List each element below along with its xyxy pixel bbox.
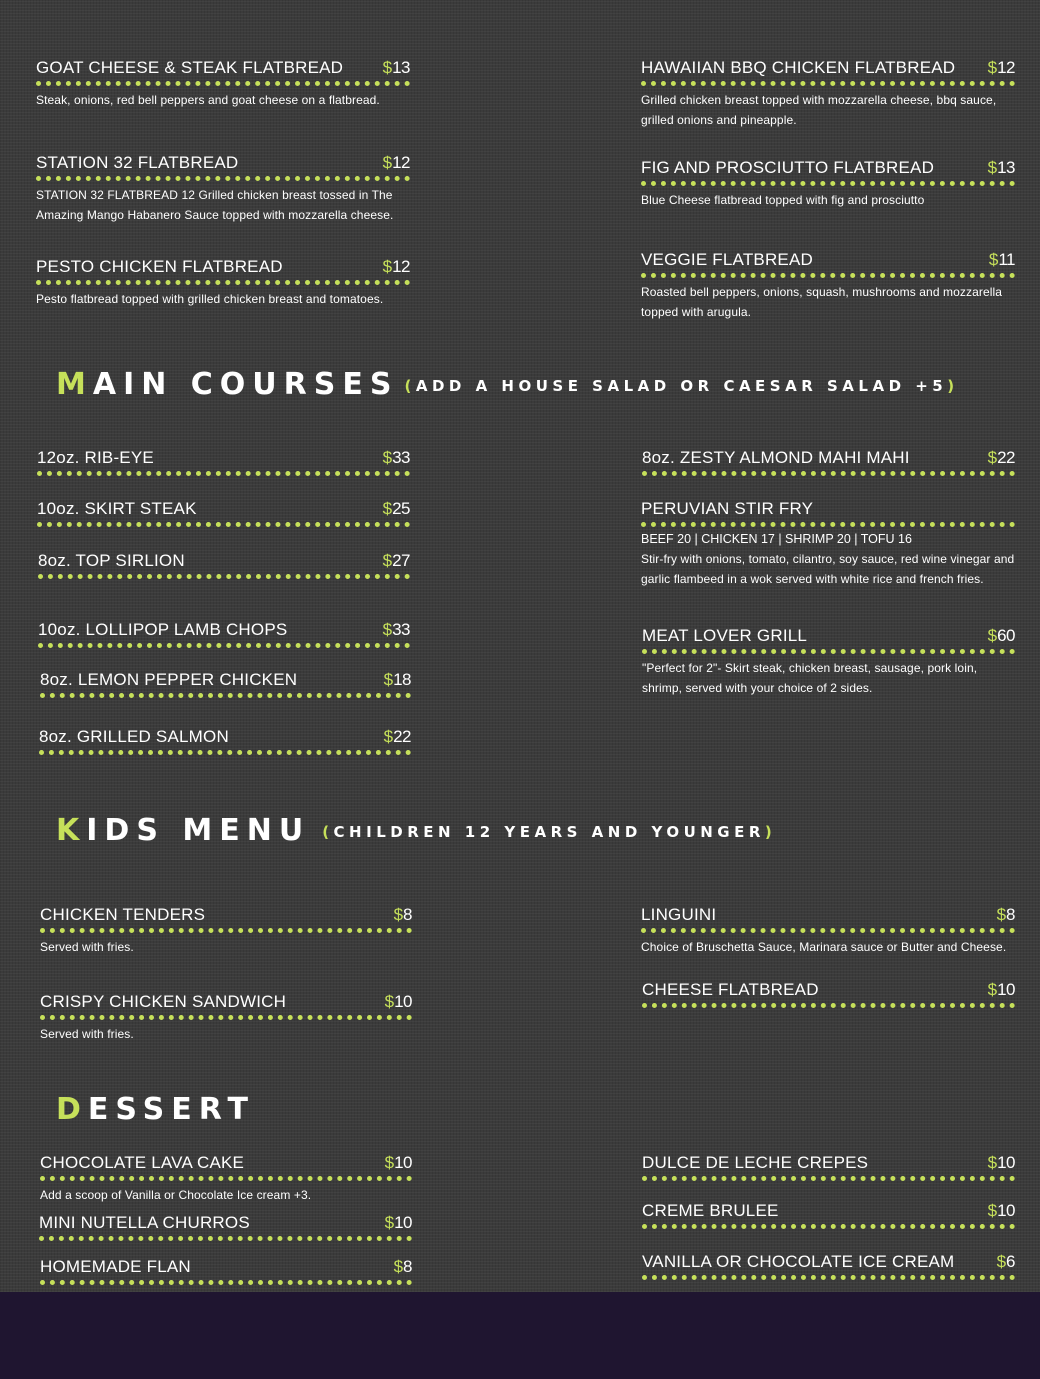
menu-item-sirloin xyxy=(38,551,410,579)
item-price: $ 10 xyxy=(987,1153,1015,1172)
item-name: VEGGIE FLATBREAD xyxy=(641,250,813,269)
item-description: Grilled chicken breast topped with mozzarella cheese, bbq sauce, grilled onions and pineapple. xyxy=(641,93,997,127)
item-description: Pesto flatbread topped with grilled chicken breast and tomatoes. xyxy=(36,292,384,306)
item-price: $ 8 xyxy=(393,905,412,924)
menu-item-goat-cheese xyxy=(36,58,410,110)
menu-item-pesto xyxy=(36,257,410,309)
item-price: $ 12 xyxy=(382,153,410,172)
item-price: $ 60 xyxy=(987,626,1015,645)
item-name: CHICKEN TENDERS xyxy=(40,905,206,924)
section-title-main-courses: MAIN COURSES (ADD A HOUSE SALAD OR CAESAR SALAD +5) xyxy=(56,367,959,402)
item-price: $ 22 xyxy=(383,727,411,746)
item-name: PESTO CHICKEN FLATBREAD xyxy=(36,257,283,276)
item-price: $ 12 xyxy=(382,257,410,276)
item-name: 12oz. RIB-EYE xyxy=(37,448,154,467)
item-description: Served with fries. xyxy=(40,940,134,954)
item-price: $ 22 xyxy=(987,448,1015,467)
item-description: Steak, onions, red bell peppers and goat cheese on a flatbread. xyxy=(36,93,380,107)
menu-item-meat-lover xyxy=(642,626,1015,698)
item-name: 8oz. TOP SIRLION xyxy=(38,551,185,570)
menu-item-lava-cake xyxy=(40,1153,412,1205)
item-description: "Perfect for 2"- Skirt steak, chicken breast, sausage, pork loin, shrimp, served with your choice of 2 sides. xyxy=(642,661,978,695)
item-price: $ 10 xyxy=(384,1213,412,1232)
item-price: $ 33 xyxy=(382,448,410,467)
item-price: $ 33 xyxy=(382,620,410,639)
section-title-kids-menu: KIDS MENU (CHILDREN 12 YEARS AND YOUNGER) xyxy=(56,813,777,848)
item-description: Roasted bell peppers, onions, squash, mushrooms and mozzarella topped with arugula. xyxy=(641,285,1003,319)
item-price: $ 27 xyxy=(382,551,410,570)
item-price: $ 8 xyxy=(393,1257,412,1276)
menu-item-peruvian xyxy=(641,499,1015,589)
item-name: 8oz. ZESTY ALMOND MAHI MAHI xyxy=(642,448,910,467)
menu-item-veggie xyxy=(641,250,1015,322)
item-price: $ 13 xyxy=(987,158,1015,177)
item-name: MEAT LOVER GRILL xyxy=(642,626,808,645)
item-description: Stir-fry with onions, tomato, cilantro, soy sauce, red wine vinegar and garlic flambeed in a wok served with white rice and french fries. xyxy=(641,552,1015,586)
menu-item-flan xyxy=(40,1257,412,1285)
menu-item-lemon-pepper xyxy=(40,670,411,698)
item-name: LINGUINI xyxy=(641,905,717,924)
item-name: FIG AND PROSCIUTTO FLATBREAD xyxy=(641,158,935,177)
menu-item-ribeye xyxy=(37,448,410,476)
item-name: PERUVIAN STIR FRY xyxy=(641,499,814,518)
item-name: 8oz. GRILLED SALMON xyxy=(39,727,229,746)
menu-item-hawaiian xyxy=(641,58,1015,130)
item-price: $ 11 xyxy=(988,250,1015,269)
item-price: $ 25 xyxy=(382,499,410,518)
menu-item-crispy-sandwich xyxy=(40,992,412,1044)
item-price: $ 13 xyxy=(382,58,410,77)
item-name: CRISPY CHICKEN SANDWICH xyxy=(40,992,287,1011)
item-name: CREME BRULEE xyxy=(642,1201,779,1220)
menu-item-churros xyxy=(39,1213,412,1241)
menu-item-cheese-flatbread xyxy=(642,980,1015,1008)
menu-item-crepes xyxy=(642,1153,1015,1181)
section-note: (CHILDREN 12 YEARS AND YOUNGER) xyxy=(322,823,777,841)
item-description: Served with fries. xyxy=(40,1027,134,1041)
item-price: $ 18 xyxy=(383,670,411,689)
footer-band xyxy=(0,1292,1040,1379)
item-price: $ 10 xyxy=(384,1153,412,1172)
menu-item-lamb-chops xyxy=(38,620,410,648)
item-name: HOMEMADE FLAN xyxy=(40,1257,191,1276)
item-name: STATION 32 FLATBREAD xyxy=(36,153,239,172)
item-name: 8oz. LEMON PEPPER CHICKEN xyxy=(40,670,298,689)
item-description: STATION 32 FLATBREAD 12 Grilled chicken breast tossed in The Amazing Mango Habanero Sauce topped with mozzarella cheese. xyxy=(36,188,394,222)
item-price: $ 6 xyxy=(996,1252,1015,1271)
item-name: VANILLA OR CHOCOLATE ICE CREAM xyxy=(642,1252,955,1271)
menu-item-salmon xyxy=(39,727,411,755)
menu-item-linguini xyxy=(641,905,1015,957)
item-description: Choice of Bruschetta Sauce, Marinara sauce or Butter and Cheese. xyxy=(641,940,1007,954)
menu-item-creme-brulee xyxy=(642,1201,1015,1229)
item-name: MINI NUTELLA CHURROS xyxy=(39,1213,250,1232)
item-description: Blue Cheese flatbread topped with fig and prosciutto xyxy=(641,193,925,207)
item-name: DULCE DE LECHE CREPES xyxy=(642,1153,869,1172)
item-price: $ 8 xyxy=(996,905,1015,924)
item-name: GOAT CHEESE & STEAK FLATBREAD xyxy=(36,58,344,77)
section-note: (ADD A HOUSE SALAD OR CAESAR SALAD +5) xyxy=(404,377,959,395)
item-price: $ 10 xyxy=(987,1201,1015,1220)
item-price: $ 10 xyxy=(384,992,412,1011)
menu-item-ice-cream xyxy=(642,1252,1015,1280)
item-price: $ 10 xyxy=(987,980,1015,999)
section-title-dessert: DESSERT xyxy=(56,1092,255,1127)
item-name: CHEESE FLATBREAD xyxy=(642,980,819,999)
item-name: 10oz. LOLLIPOP LAMB CHOPS xyxy=(38,620,288,639)
item-price: $ 12 xyxy=(987,58,1015,77)
menu-item-skirt-steak xyxy=(37,499,410,527)
item-name: CHOCOLATE LAVA CAKE xyxy=(40,1153,245,1172)
menu-item-mahi xyxy=(642,448,1015,476)
menu-item-chicken-tenders xyxy=(40,905,412,957)
item-name: 10oz. SKIRT STEAK xyxy=(37,499,197,518)
item-price-options: BEEF 20 | CHICKEN 17 | SHRIMP 20 | TOFU 16 xyxy=(641,532,912,546)
menu-item-station32 xyxy=(36,153,410,225)
item-name: HAWAIIAN BBQ CHICKEN FLATBREAD xyxy=(641,58,956,77)
menu-item-fig xyxy=(641,158,1015,210)
item-description: Add a scoop of Vanilla or Chocolate Ice cream +3. xyxy=(40,1188,312,1202)
